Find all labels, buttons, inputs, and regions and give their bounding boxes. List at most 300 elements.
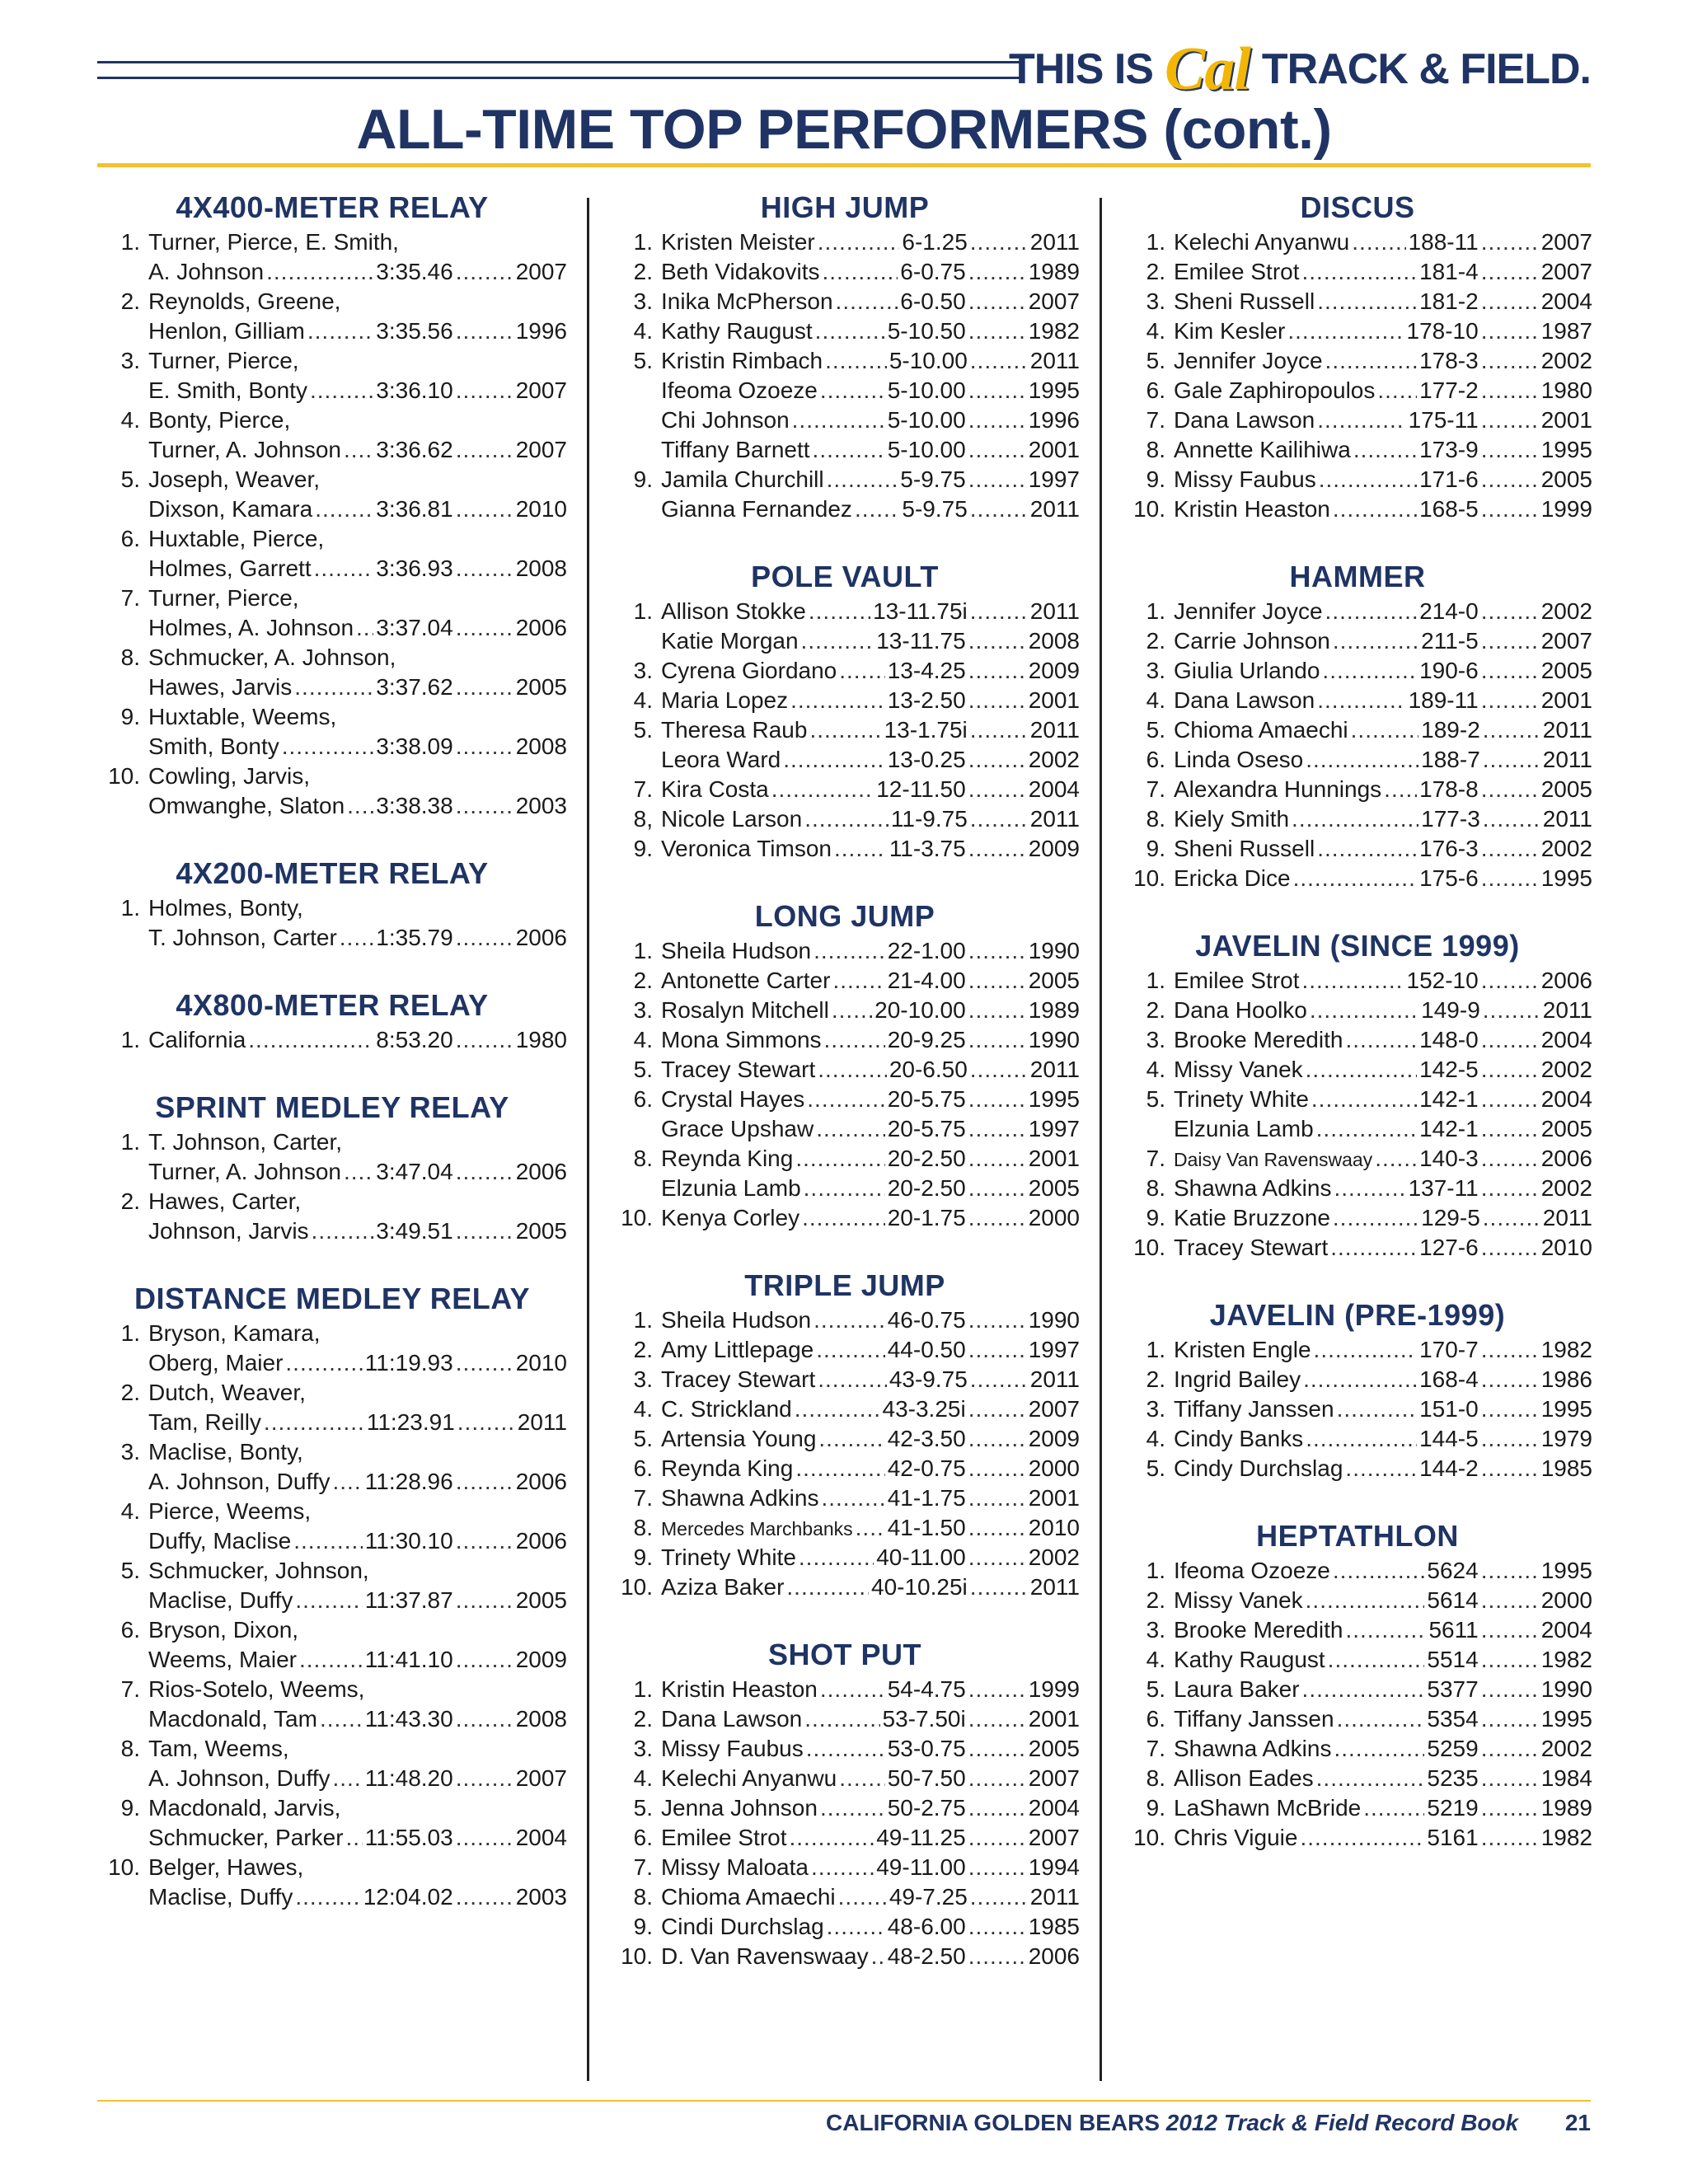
dot-leader: [968, 1764, 1026, 1793]
dot-leader: [1325, 597, 1418, 626]
dot-leader: [968, 996, 1026, 1025]
relay-result-line: [97, 376, 567, 405]
mark: 40-11.00: [876, 1544, 966, 1570]
dot-leader: [1317, 287, 1417, 316]
athlete-name: Kristin Heaston: [1174, 496, 1330, 522]
rank: 6.: [633, 1455, 653, 1481]
relay-team-names: Oberg, Maier: [148, 1350, 284, 1376]
rank: 5.: [633, 1426, 653, 1451]
section-gap: [610, 1233, 1080, 1266]
rank: 10.: [1133, 1825, 1165, 1850]
athlete-name: Dana Hoolko: [1174, 997, 1307, 1023]
rank: 2.: [1146, 1587, 1165, 1613]
list-item: [610, 656, 1080, 686]
mark: 13-1.75i: [884, 717, 968, 743]
dot-leader: [456, 554, 513, 583]
athlete-name: Rosalyn Mitchell: [661, 997, 829, 1023]
athlete-name: Missy Maloata: [661, 1854, 809, 1880]
relay-team-line: [97, 1497, 567, 1526]
rank: 5.: [1146, 1676, 1165, 1702]
mark: 152-10: [1406, 968, 1479, 993]
rank: 9.: [120, 704, 140, 729]
relay-team-names: Maclise, Duffy: [148, 1884, 293, 1910]
athlete-name: Maria Lopez: [661, 687, 789, 713]
mark: 214-0: [1419, 598, 1479, 624]
athlete-name: Tracey Stewart: [1174, 1235, 1329, 1260]
year: 2007: [515, 437, 567, 462]
section-gap: [1123, 1263, 1592, 1296]
mark: 5161: [1427, 1825, 1479, 1850]
dot-leader: [456, 1025, 513, 1055]
section-gap: [97, 1055, 567, 1088]
list-item: [610, 287, 1080, 316]
rank: 2.: [1146, 628, 1165, 654]
athlete-name: Kenya Corley: [661, 1205, 800, 1230]
year: 2005: [1540, 1116, 1592, 1141]
dot-leader: [340, 923, 374, 953]
year: 1985: [1028, 1914, 1080, 1939]
athlete-name: Emilee Strot: [1174, 968, 1300, 993]
dot-leader: [809, 715, 881, 745]
athlete-name: Kiely Smith: [1174, 806, 1290, 832]
relay-team-names: Bonty, Pierce,: [148, 407, 291, 433]
rank: 1.: [1146, 598, 1165, 624]
dot-leader: [1481, 834, 1539, 864]
dot-leader: [456, 1704, 513, 1734]
mark: 5-9.75: [902, 496, 968, 522]
mark: 13-11.75: [876, 628, 966, 654]
dot-leader: [820, 1793, 885, 1823]
mark: 5377: [1427, 1676, 1479, 1702]
dot-leader: [1481, 316, 1539, 346]
list-item: [610, 405, 1080, 435]
column-throws-heptathlon: [1123, 188, 1592, 1853]
dot-leader: [1481, 1793, 1539, 1823]
list-item: [1123, 1793, 1592, 1823]
dot-leader: [344, 1157, 373, 1187]
dot-leader: [816, 1114, 885, 1144]
rank: 2.: [633, 968, 653, 993]
rank: 10.: [621, 1943, 653, 1969]
relay-team-names: A. Johnson, Duffy: [148, 1469, 331, 1494]
year: 2009: [1028, 836, 1080, 861]
mark: 11:37.87: [364, 1587, 453, 1613]
rank: 10.: [1133, 865, 1165, 891]
athlete-name: Ifeoma Ozoeze: [1174, 1558, 1330, 1583]
dot-leader: [1352, 227, 1405, 257]
list-item: [1123, 1203, 1592, 1233]
rank: 4.: [633, 1027, 653, 1052]
relay-team-names: Turner, A. Johnson: [148, 1159, 341, 1184]
mark: 3:38.09: [376, 733, 453, 759]
athlete-name: Carrie Johnson: [1174, 628, 1330, 654]
athlete-name: Reynda King: [661, 1146, 794, 1171]
dot-leader: [804, 1704, 879, 1734]
rank: 5.: [1146, 1086, 1165, 1112]
dot-leader: [1333, 1556, 1425, 1586]
dot-leader: [1481, 287, 1539, 316]
rank: 9.: [633, 466, 653, 492]
dot-leader: [1345, 1025, 1417, 1055]
relay-team-line: [97, 583, 567, 613]
mark: 142-1: [1419, 1116, 1479, 1141]
mark: 168-5: [1419, 496, 1479, 522]
list-item: [610, 376, 1080, 405]
athlete-name: Kristen Engle: [1174, 1337, 1311, 1362]
dot-leader: [1481, 227, 1539, 257]
list-item: [1123, 287, 1592, 316]
year: 1990: [1028, 1307, 1080, 1333]
dot-leader: [968, 1114, 1026, 1144]
dot-leader: [839, 1764, 884, 1793]
mark: 177-3: [1421, 806, 1480, 832]
mark: 12:04.02: [363, 1884, 453, 1910]
rank: 8.: [1146, 806, 1165, 832]
dot-leader: [1322, 656, 1417, 686]
relay-team-names: Joseph, Weaver,: [148, 466, 321, 492]
dot-leader: [970, 1882, 1028, 1912]
dot-leader: [315, 494, 373, 524]
list-item: [1123, 1734, 1592, 1764]
dot-leader: [968, 1394, 1026, 1424]
year: 2006: [515, 1528, 567, 1554]
mark: 5-10.00: [887, 377, 966, 403]
rank: 1.: [633, 1676, 653, 1702]
rank: 2.: [120, 1380, 140, 1405]
dot-leader: [1334, 1734, 1424, 1764]
athlete-name: Linda Oseso: [1174, 747, 1304, 772]
rank: 4.: [1146, 1426, 1165, 1451]
dot-leader: [820, 1675, 885, 1704]
section-gap: [1123, 893, 1592, 926]
mark: 189-11: [1408, 687, 1479, 713]
list-item: [1123, 405, 1592, 435]
dot-leader: [871, 1942, 885, 1971]
rank: 1.: [633, 229, 653, 255]
year: 2005: [1028, 1175, 1080, 1201]
year: 2009: [515, 1647, 567, 1672]
relay-team-names: Macdonald, Tam: [148, 1706, 317, 1732]
dot-leader: [1481, 257, 1539, 287]
athlete-name: Laura Baker: [1174, 1676, 1300, 1702]
athlete-name: Chi Johnson: [661, 407, 790, 433]
year: 2007: [1540, 628, 1592, 654]
dot-leader: [1316, 1114, 1417, 1144]
dot-leader: [807, 1085, 884, 1114]
dot-leader: [1481, 686, 1539, 715]
athlete-name: Elzunia Lamb: [661, 1175, 801, 1201]
year: 2007: [1028, 1396, 1080, 1422]
relay-team-names: T. Johnson, Carter,: [148, 1129, 343, 1155]
year: 2002: [1540, 1057, 1592, 1082]
mark: 137-11: [1408, 1175, 1479, 1201]
dot-leader: [1481, 1615, 1539, 1645]
rank: 7.: [1146, 1736, 1165, 1761]
relay-team-line: [97, 1853, 567, 1882]
year: 2004: [1540, 1086, 1592, 1112]
dot-leader: [1481, 775, 1539, 804]
year: 2009: [1028, 658, 1080, 683]
relay-result-line: [97, 1704, 567, 1734]
year: 2002: [1028, 1544, 1080, 1570]
list-item: [610, 1882, 1080, 1912]
relay-team-line: [97, 465, 567, 494]
footer-rule: [97, 2100, 1591, 2102]
mark: 40-10.25i: [871, 1574, 968, 1600]
mark: 46-0.75: [887, 1307, 966, 1333]
relay-team-names: Henlon, Gilliam: [148, 318, 305, 344]
dot-leader: [1345, 1454, 1417, 1483]
athlete-name: Artensia Young: [661, 1426, 817, 1451]
dot-leader: [968, 435, 1026, 465]
dot-leader: [820, 376, 885, 405]
athlete-name: Missy Faubus: [1174, 466, 1316, 492]
dot-leader: [790, 686, 885, 715]
mark: 8:53.20: [376, 1027, 453, 1052]
relay-team-line: [97, 893, 567, 923]
year: 2006: [515, 1469, 567, 1494]
mark: 190-6: [1419, 658, 1479, 683]
dot-leader: [264, 1408, 364, 1437]
dot-leader: [970, 597, 1028, 626]
mark: 41-1.75: [887, 1485, 966, 1511]
relay-result-line: [97, 673, 567, 702]
dot-leader: [792, 405, 885, 435]
year: 1989: [1540, 1795, 1592, 1821]
rank: 9.: [633, 1914, 653, 1939]
dot-leader: [968, 1305, 1026, 1335]
mark: 5514: [1427, 1647, 1479, 1672]
year: 2008: [515, 1706, 567, 1732]
mark: 11:28.96: [364, 1469, 453, 1494]
dot-leader: [1481, 626, 1539, 656]
relay-team-names: Macdonald, Jarvis,: [148, 1795, 341, 1821]
relay-team-names: Dixson, Kamara: [148, 496, 313, 522]
mark: 41-1.50: [887, 1515, 966, 1540]
rank: 10.: [621, 1574, 653, 1600]
dot-leader: [968, 686, 1026, 715]
dot-leader: [314, 554, 374, 583]
list-item: [610, 1483, 1080, 1513]
dot-leader: [818, 1424, 884, 1454]
dot-leader: [968, 1734, 1026, 1764]
dot-leader: [456, 376, 513, 405]
brand-tagline: [1008, 35, 1591, 103]
rank: 3.: [633, 997, 653, 1023]
dot-leader: [821, 1483, 884, 1513]
rank: 3.: [633, 288, 653, 314]
rank: 10.: [1133, 1235, 1165, 1260]
rank: 4.: [1146, 1057, 1165, 1082]
dot-leader: [1306, 1055, 1417, 1085]
rank: 8.: [633, 1515, 653, 1540]
athlete-name: Giulia Urlando: [1174, 658, 1320, 683]
mark: 54-4.75: [887, 1676, 966, 1702]
year: 2006: [515, 925, 567, 950]
athlete-name: Gale Zaphiropoulos: [1174, 377, 1376, 403]
mark: 49-11.00: [876, 1854, 966, 1880]
year: 2006: [1540, 968, 1592, 993]
rank: 7.: [1146, 407, 1165, 433]
dot-leader: [806, 1734, 885, 1764]
dot-leader: [968, 1454, 1026, 1483]
dot-leader: [799, 1543, 874, 1572]
dot-leader: [1481, 1025, 1539, 1055]
relay-team-line: [97, 1127, 567, 1157]
list-item: [610, 435, 1080, 465]
relay-result-line: [97, 1823, 567, 1853]
dot-leader: [456, 494, 513, 524]
athlete-name: Jamila Churchill: [661, 466, 824, 492]
athlete-name: Shawna Adkins: [661, 1485, 819, 1511]
athlete-name: Grace Upshaw: [661, 1116, 814, 1141]
section-title-discus: DISCUS: [1300, 190, 1415, 224]
rank: 9.: [1146, 1795, 1165, 1821]
list-item: [610, 494, 1080, 524]
mark: 42-3.50: [887, 1426, 966, 1451]
mark: 48-6.00: [887, 1914, 966, 1939]
year: 2004: [1540, 288, 1592, 314]
dot-leader: [295, 1586, 362, 1615]
list-item: [1123, 1556, 1592, 1586]
mark: 11:41.10: [364, 1647, 453, 1672]
dot-leader: [312, 1216, 374, 1246]
dot-leader: [970, 715, 1028, 745]
list-item: [1123, 1233, 1592, 1263]
mark: 3:36.10: [376, 377, 453, 403]
dot-leader: [1481, 1764, 1539, 1793]
athlete-name: Emilee Strot: [661, 1825, 787, 1850]
year: 1995: [1028, 1086, 1080, 1112]
rank: 9.: [1146, 466, 1165, 492]
mark: 175-11: [1408, 407, 1479, 433]
athlete-name: Mona Simmons: [661, 1027, 822, 1052]
dot-leader: [801, 626, 874, 656]
relay-result-line: [97, 494, 567, 524]
mark: 13-4.25: [887, 658, 966, 683]
year: 2001: [1028, 1146, 1080, 1171]
athlete-name: Kristin Rimbach: [661, 348, 823, 373]
dot-leader: [968, 745, 1026, 775]
mark: 20-6.50: [889, 1057, 968, 1082]
list-item: [610, 996, 1080, 1025]
mark: 20-5.75: [887, 1116, 966, 1141]
rank: 10.: [108, 763, 140, 789]
relay-team-line: [97, 1378, 567, 1408]
rank: 6.: [120, 526, 140, 551]
list-item: [1123, 376, 1592, 405]
mark: 168-4: [1419, 1366, 1479, 1392]
dot-leader: [815, 316, 885, 346]
rank: 1.: [120, 895, 140, 921]
rank: 10.: [108, 1854, 140, 1880]
year: 2011: [1029, 496, 1080, 522]
section-title-4x200-meter-relay: 4X200-METER RELAY: [176, 856, 489, 890]
section-title-hammer: HAMMER: [1289, 560, 1426, 593]
dot-leader: [1317, 834, 1417, 864]
year: 2011: [1029, 1574, 1080, 1600]
mark: 178-3: [1419, 348, 1479, 373]
dot-leader: [968, 1543, 1026, 1572]
dot-leader: [838, 1882, 887, 1912]
dot-leader: [968, 656, 1026, 686]
mark: 148-0: [1419, 1027, 1479, 1052]
dot-leader: [818, 1055, 887, 1085]
relay-team-names: Schmucker, Parker: [148, 1825, 344, 1850]
year: 1990: [1028, 1027, 1080, 1052]
dot-leader: [1481, 1365, 1539, 1394]
year: 2007: [515, 377, 567, 403]
list-item: [1123, 1394, 1592, 1424]
athlete-name: Aziza Baker: [661, 1574, 785, 1600]
dot-leader: [1302, 1675, 1425, 1704]
year: 2005: [1540, 466, 1592, 492]
mark: 21-4.00: [887, 968, 966, 993]
mark: 6-0.50: [900, 288, 966, 314]
dot-leader: [809, 597, 870, 626]
athlete-name: Nicole Larson: [661, 806, 803, 832]
list-item: [1123, 1454, 1592, 1483]
mark: 3:37.04: [376, 615, 453, 640]
list-item: [1123, 626, 1592, 656]
year: 1982: [1028, 318, 1080, 344]
mark: 5-10.00: [887, 407, 966, 433]
dot-leader: [1363, 1793, 1424, 1823]
year: 1980: [515, 1027, 567, 1052]
year: 2011: [1542, 806, 1592, 832]
mark: 3:49.51: [376, 1218, 453, 1244]
list-item: [610, 1174, 1080, 1203]
relay-team-names: Rios-Sotelo, Weems,: [148, 1676, 365, 1702]
dot-leader: [456, 613, 513, 643]
year: 2008: [515, 733, 567, 759]
athlete-name: Cindy Banks: [1174, 1426, 1304, 1451]
mark: 6-1.25: [902, 229, 968, 255]
dot-leader: [1481, 494, 1539, 524]
relay-team-names: Turner, Pierce,: [148, 585, 299, 611]
rank: 8.: [1146, 1175, 1165, 1201]
rank: 6.: [633, 1825, 653, 1850]
dot-leader: [346, 1823, 363, 1853]
mark: 178-8: [1419, 776, 1479, 802]
mark: 1:35.79: [376, 925, 453, 950]
mark: 188-11: [1408, 229, 1479, 255]
mark: 151-0: [1419, 1396, 1479, 1422]
athlete-name: LaShawn McBride: [1174, 1795, 1362, 1821]
relay-team-names: Reynolds, Greene,: [148, 288, 341, 314]
dot-leader: [456, 1645, 513, 1675]
mark: 20-10.00: [874, 997, 966, 1023]
year: 2011: [1542, 1205, 1592, 1230]
dot-leader: [795, 1394, 880, 1424]
athlete-name: Annette Kailihiwa: [1174, 437, 1351, 462]
list-item: [610, 1942, 1080, 1971]
rank: 2.: [1146, 259, 1165, 284]
dot-leader: [1319, 465, 1417, 494]
dot-leader: [1293, 864, 1417, 893]
year: 1982: [1540, 1647, 1592, 1672]
mark: 3:35.46: [376, 259, 453, 284]
year: 2002: [1540, 598, 1592, 624]
dot-leader: [1481, 597, 1539, 626]
relay-result-line: [97, 1586, 567, 1615]
dot-leader: [839, 656, 885, 686]
dot-leader: [1306, 745, 1418, 775]
list-item: [1123, 775, 1592, 804]
year: 2005: [515, 1218, 567, 1244]
athlete-name: Katie Bruzzone: [1174, 1205, 1330, 1230]
relay-team-line: [97, 405, 567, 435]
